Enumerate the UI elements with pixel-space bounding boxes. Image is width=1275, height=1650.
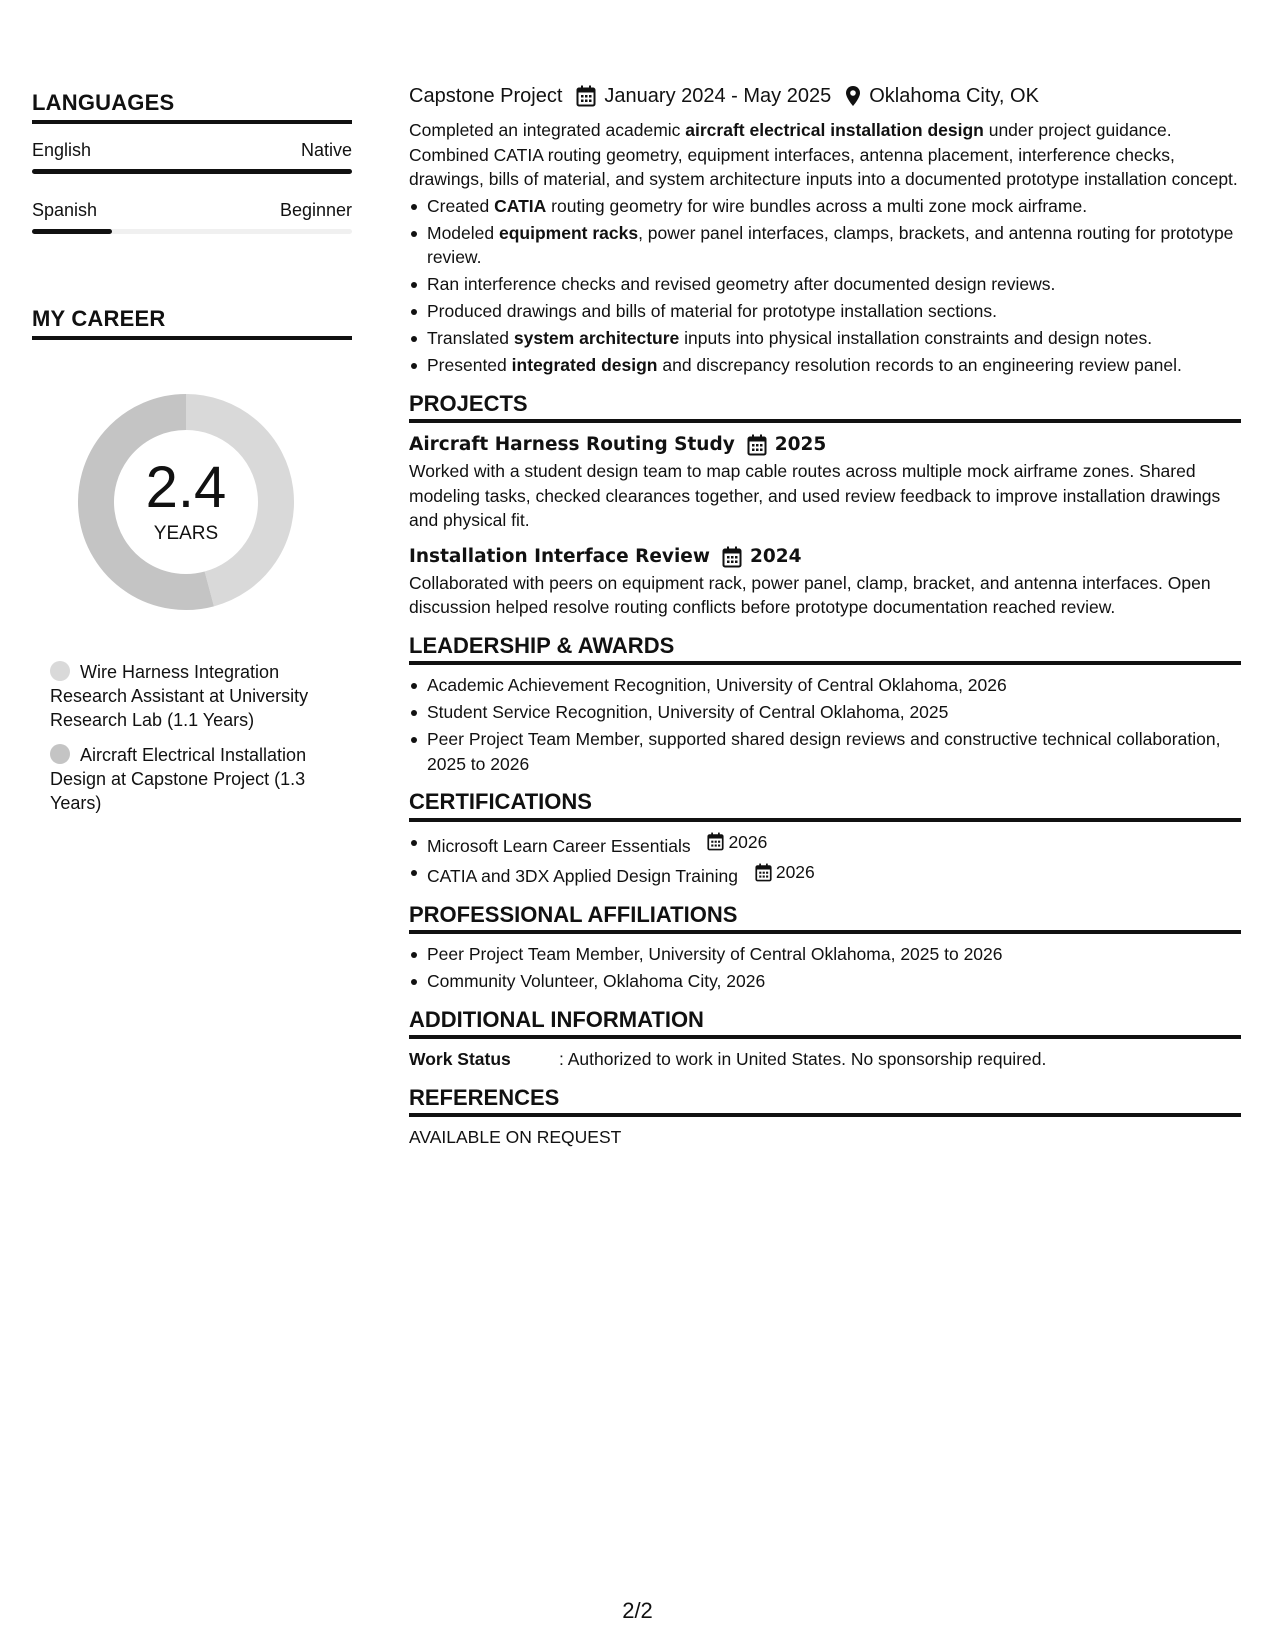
calendar-icon bbox=[755, 863, 772, 882]
affiliations-section bbox=[409, 903, 1241, 994]
text-run: , power panel interfaces, clamps, brackets, and antenna routing for prototype review. bbox=[427, 222, 1234, 267]
experience-header bbox=[409, 82, 1241, 110]
text-run: Created bbox=[427, 195, 495, 216]
career-total-unit: YEARS bbox=[153, 523, 219, 544]
left-column bbox=[32, 90, 352, 826]
text-run: Translated bbox=[427, 328, 514, 348]
language-proficiency-fill bbox=[32, 169, 352, 174]
career-legend bbox=[50, 660, 340, 815]
legend-label: Wire Harness Integration Research Assistant at University Research Lab (1.1 Years) bbox=[50, 662, 309, 730]
certification-name: CATIA and 3DX Applied Design Training bbox=[427, 866, 738, 886]
legend-dot bbox=[50, 661, 70, 681]
experience-org: Capstone Project bbox=[409, 85, 563, 107]
certification-year: 2026 bbox=[728, 831, 768, 852]
text-run: routing geometry for wire bundles across a multi zone mock airframe. bbox=[546, 195, 1088, 216]
bold-text: CATIA bbox=[494, 195, 547, 216]
experience-bullets bbox=[409, 194, 1241, 378]
experience-summary bbox=[409, 118, 1241, 192]
references-text: AVAILABLE ON REQUEST bbox=[409, 1127, 622, 1147]
affiliation-item: Community Volunteer, Oklahoma City, 2026 bbox=[409, 969, 1241, 994]
certifications-section bbox=[409, 790, 1241, 889]
work-status-label: Work Status bbox=[409, 1049, 511, 1069]
calendar-icon bbox=[722, 546, 742, 568]
affiliation-item: Peer Project Team Member, University of Central Oklahoma, 2025 to 2026 bbox=[409, 942, 1241, 967]
certifications-heading: CERTIFICATIONS bbox=[409, 790, 1241, 822]
experience-bullet bbox=[409, 194, 1241, 219]
career-total-value: 2.4 bbox=[145, 455, 227, 520]
language-level: Native bbox=[300, 140, 352, 160]
legend-label: Aircraft Electrical Installation Design at Capstone Project (1.3 Years) bbox=[50, 745, 307, 813]
experience-bullet bbox=[409, 272, 1241, 297]
language-proficiency-fill bbox=[32, 229, 112, 234]
right-column bbox=[409, 82, 1241, 1150]
additional-info-heading: ADDITIONAL INFORMATION bbox=[409, 1008, 1241, 1040]
text-run: and discrepancy resolution records to an engineering review panel. bbox=[657, 355, 1182, 375]
projects-heading: PROJECTS bbox=[409, 392, 1241, 424]
text-run: Presented bbox=[427, 355, 512, 375]
text-run: inputs into physical installation constraints and design notes. bbox=[679, 328, 1153, 348]
language-proficiency-bar bbox=[32, 229, 352, 234]
project-description: Collaborated with peers on equipment rack, power panel, clamp, bracket, and antenna interfaces. Open discussion helped resolve routing conflicts before prototype documentation reached review. bbox=[409, 572, 1211, 617]
legend-item bbox=[50, 660, 340, 732]
text-run: Modeled bbox=[427, 222, 499, 243]
languages-section bbox=[32, 90, 352, 234]
project-item bbox=[409, 543, 1241, 620]
experience-dates: January 2024 - May 2025 bbox=[604, 85, 832, 107]
text-run: under project guidance. Combined CATIA routing geometry, equipment interfaces, antenna placement, interference checks, drawings, bills of material, and system architecture inputs into a documented prototype installation concept. bbox=[409, 120, 1238, 189]
references-section bbox=[409, 1086, 1241, 1150]
bold-text: system architecture bbox=[513, 328, 680, 348]
leadership-section bbox=[409, 634, 1241, 777]
experience-bullet bbox=[409, 326, 1241, 351]
bold-text: integrated design bbox=[511, 355, 658, 375]
leadership-item: Student Service Recognition, University of Central Oklahoma, 2025 bbox=[409, 700, 1241, 725]
experience-bullet bbox=[409, 299, 1241, 324]
language-proficiency-bar bbox=[32, 169, 352, 174]
career-heading: MY CAREER bbox=[32, 306, 352, 340]
references-heading: REFERENCES bbox=[409, 1086, 1241, 1118]
experience-entry bbox=[409, 82, 1241, 378]
language-item-english bbox=[32, 140, 352, 174]
additional-info-section bbox=[409, 1008, 1241, 1072]
project-description: Worked with a student design team to map cable routes across multiple mock airframe zones. Shared modeling tasks, checked clearances together, and used review feedback to improve installation drawings and physical fit. bbox=[409, 461, 1221, 530]
language-name: English bbox=[32, 140, 92, 160]
project-item bbox=[409, 431, 1241, 533]
certification-item bbox=[409, 860, 1241, 888]
language-item-spanish bbox=[32, 200, 352, 234]
language-level: Beginner bbox=[279, 200, 352, 220]
project-year: 2024 bbox=[749, 545, 802, 567]
project-name: Installation Interface Review bbox=[409, 545, 710, 567]
affiliations-heading: PROFESSIONAL AFFILIATIONS bbox=[409, 903, 1241, 935]
certification-name: Microsoft Learn Career Essentials bbox=[427, 835, 691, 856]
career-section bbox=[32, 306, 352, 815]
experience-bullet bbox=[409, 221, 1241, 270]
calendar-icon bbox=[747, 434, 767, 456]
text-run: Ran interference checks and revised geometry after documented design reviews. bbox=[427, 274, 1056, 294]
experience-bullet bbox=[409, 353, 1241, 378]
project-year: 2025 bbox=[774, 434, 827, 455]
leadership-item: Academic Achievement Recognition, University of Central Oklahoma, 2026 bbox=[409, 673, 1241, 698]
legend-dot bbox=[50, 744, 70, 764]
page-number: 2/2 bbox=[622, 1598, 653, 1623]
bold-text: aircraft electrical installation design bbox=[685, 120, 984, 140]
career-donut-chart bbox=[66, 382, 306, 622]
language-name: Spanish bbox=[32, 200, 98, 220]
experience-location: Oklahoma City, OK bbox=[869, 85, 1039, 107]
projects-section bbox=[409, 392, 1241, 620]
text-run: Produced drawings and bills of material for prototype installation sections. bbox=[427, 301, 998, 321]
legend-item bbox=[50, 743, 340, 815]
leadership-item: Peer Project Team Member, supported shared design reviews and constructive technical collaboration, 2025 to 2026 bbox=[409, 727, 1241, 776]
certification-item bbox=[409, 830, 1241, 858]
languages-heading: LANGUAGES bbox=[32, 90, 352, 124]
text-run: Completed an integrated academic bbox=[409, 120, 686, 140]
calendar-icon bbox=[707, 832, 724, 851]
certification-year: 2026 bbox=[775, 862, 815, 883]
map-pin-icon bbox=[845, 85, 861, 107]
bold-text: equipment racks bbox=[499, 222, 639, 243]
leadership-heading: LEADERSHIP & AWARDS bbox=[409, 634, 1241, 666]
work-status-value: : Authorized to work in United States. No sponsorship required. bbox=[559, 1049, 1047, 1069]
calendar-icon bbox=[576, 85, 596, 107]
project-name: Aircraft Harness Routing Study bbox=[409, 434, 735, 455]
